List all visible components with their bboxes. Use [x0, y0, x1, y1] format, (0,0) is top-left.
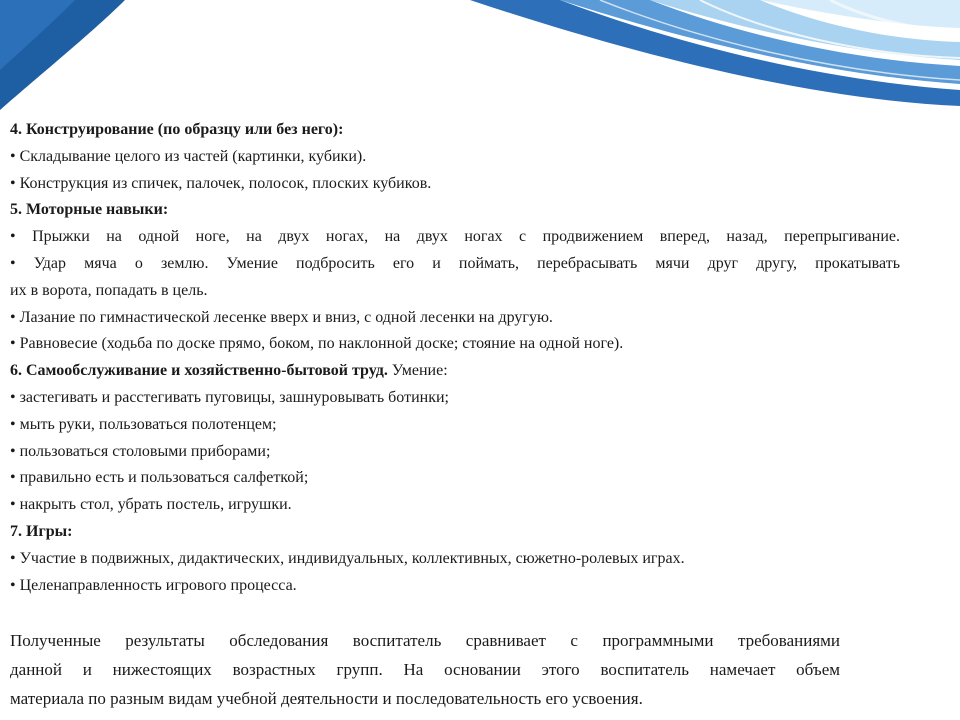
list-item: • застегивать и расстегивать пуговицы, зашнуровывать ботинки;: [10, 388, 449, 406]
list-item: • правильно есть и пользоваться салфеткой;: [10, 469, 309, 487]
section-heading-text: 6. Самообслуживание и хозяйственно-бытовой труд.: [10, 362, 388, 380]
summary-paragraph: [10, 626, 840, 713]
list-item: • Участие в подвижных, дидактических, индивидуальных, коллективных, сюжетно-ролевых играх.: [10, 549, 685, 567]
list-item: • Удар мяча о землю. Умение подбросить его и поймать, перебрасывать мячи друг другу, прокатывать: [10, 254, 900, 272]
list-item: • Равновесие (ходьба по доске прямо, боком, по наклонной доске; стояние на одной ноге).: [10, 335, 624, 353]
summary-line: Полученные результаты обследования воспитатель сравнивает с программными требованиями: [10, 631, 840, 650]
list-item: их в ворота, попадать в цель.: [10, 281, 208, 299]
list-item: • накрыть стол, убрать постель, игрушки.: [10, 496, 292, 514]
list-item: • Целенаправленность игрового процесса.: [10, 576, 297, 594]
summary-line: материала по разным видам учебной деятельности и последовательность его усвоения.: [10, 689, 643, 708]
header-wave-decoration: [0, 0, 960, 120]
list-item: • Прыжки на одной ноге, на двух ногах, на двух ногах с продвижением вперед, назад, перепрыгивание.: [10, 228, 900, 246]
section-heading-games: 7. Игры:: [10, 522, 73, 540]
section-heading-motor-skills: 5. Моторные навыки:: [10, 201, 169, 219]
list-item: • Конструкция из спичек, палочек, полосок, плоских кубиков.: [10, 174, 432, 192]
section-heading-self-service: [10, 358, 900, 385]
list-item: • пользоваться столовыми приборами;: [10, 442, 271, 460]
summary-line: данной и нижестоящих возрастных групп. На основании этого воспитатель намечает объем: [10, 660, 840, 679]
section-heading-construction: 4. Конструирование (по образцу или без него):: [10, 121, 344, 138]
list-item: • Складывание целого из частей (картинки, кубики).: [10, 147, 367, 165]
list-item: • мыть руки, пользоваться полотенцем;: [10, 415, 277, 433]
section-heading-suffix: Умение:: [387, 362, 448, 380]
list-item: • Лазание по гимнастической лесенке вверх и вниз, с одной лесенки на другую.: [10, 308, 553, 326]
criteria-list: [10, 117, 900, 599]
